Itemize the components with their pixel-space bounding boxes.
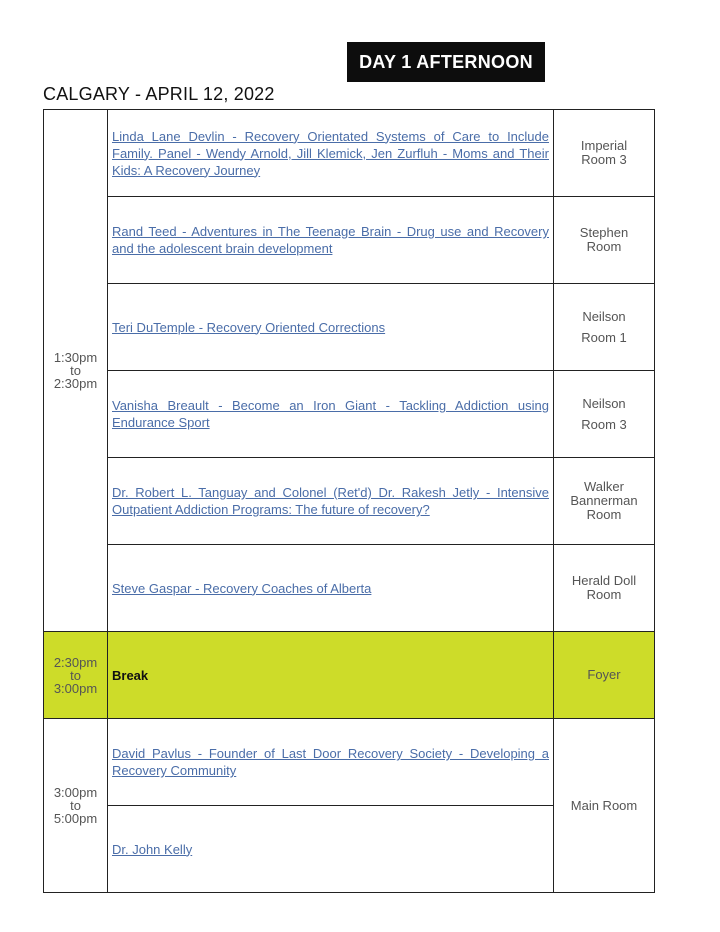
day-label: DAY 1 AFTERNOON (347, 42, 545, 82)
room-cell: Herald Doll Room (554, 545, 655, 632)
session-link[interactable]: Dr. John Kelly (112, 841, 193, 857)
session-cell (108, 197, 554, 284)
session-cell (108, 284, 554, 371)
schedule-table (43, 109, 655, 893)
session-link[interactable]: Rand Teed - Adventures in The Teenage Brain - Drug use and Recovery and the adolescent brain development (112, 224, 549, 256)
time-slot-break: 2:30pm to 3:00pm (44, 632, 108, 719)
session-cell (108, 110, 554, 197)
room-cell: Foyer (554, 632, 655, 719)
session-link[interactable]: David Pavlus - Founder of Last Door Recovery Society - Developing a Recovery Community (112, 746, 549, 778)
break-row (44, 632, 655, 719)
session-cell (108, 719, 554, 806)
session-link[interactable]: Vanisha Breault - Become an Iron Giant - Tackling Addiction using Endurance Sport (112, 398, 549, 430)
room-cell: Neilson Room 3 (554, 371, 655, 458)
session-link[interactable]: Teri DuTemple - Recovery Oriented Corrections (112, 319, 386, 335)
room-cell: Walker Bannerman Room (554, 458, 655, 545)
room-cell: Neilson Room 1 (554, 284, 655, 371)
table-row (44, 284, 655, 371)
table-row (44, 371, 655, 458)
time-slot-1: 1:30pm to 2:30pm (44, 110, 108, 632)
break-label: Break (108, 632, 554, 719)
table-row (44, 545, 655, 632)
table-row (44, 458, 655, 545)
session-link[interactable]: Linda Lane Devlin - Recovery Orientated Systems of Care to Include Family. Panel - Wendy Arnold, Jill Klemick, Jen Zurfluh - Moms and Their Kids: A Recovery Journey (112, 128, 549, 178)
session-cell (108, 806, 554, 893)
table-row (44, 110, 655, 197)
session-cell (108, 458, 554, 545)
room-cell: Stephen Room (554, 197, 655, 284)
table-row (44, 719, 655, 806)
time-slot-3: 3:00pm to 5:00pm (44, 719, 108, 893)
session-link[interactable]: Steve Gaspar - Recovery Coaches of Alberta (112, 580, 372, 596)
table-row (44, 197, 655, 284)
session-cell (108, 545, 554, 632)
room-cell: Imperial Room 3 (554, 110, 655, 197)
room-cell: Main Room (554, 719, 655, 893)
city-date-heading: CALGARY - APRIL 12, 2022 (43, 84, 275, 104)
session-link[interactable]: Dr. Robert L. Tanguay and Colonel (Ret'd) Dr. Rakesh Jetly - Intensive Outpatient Addiction Programs: The future of recovery? (112, 485, 549, 517)
session-cell (108, 371, 554, 458)
